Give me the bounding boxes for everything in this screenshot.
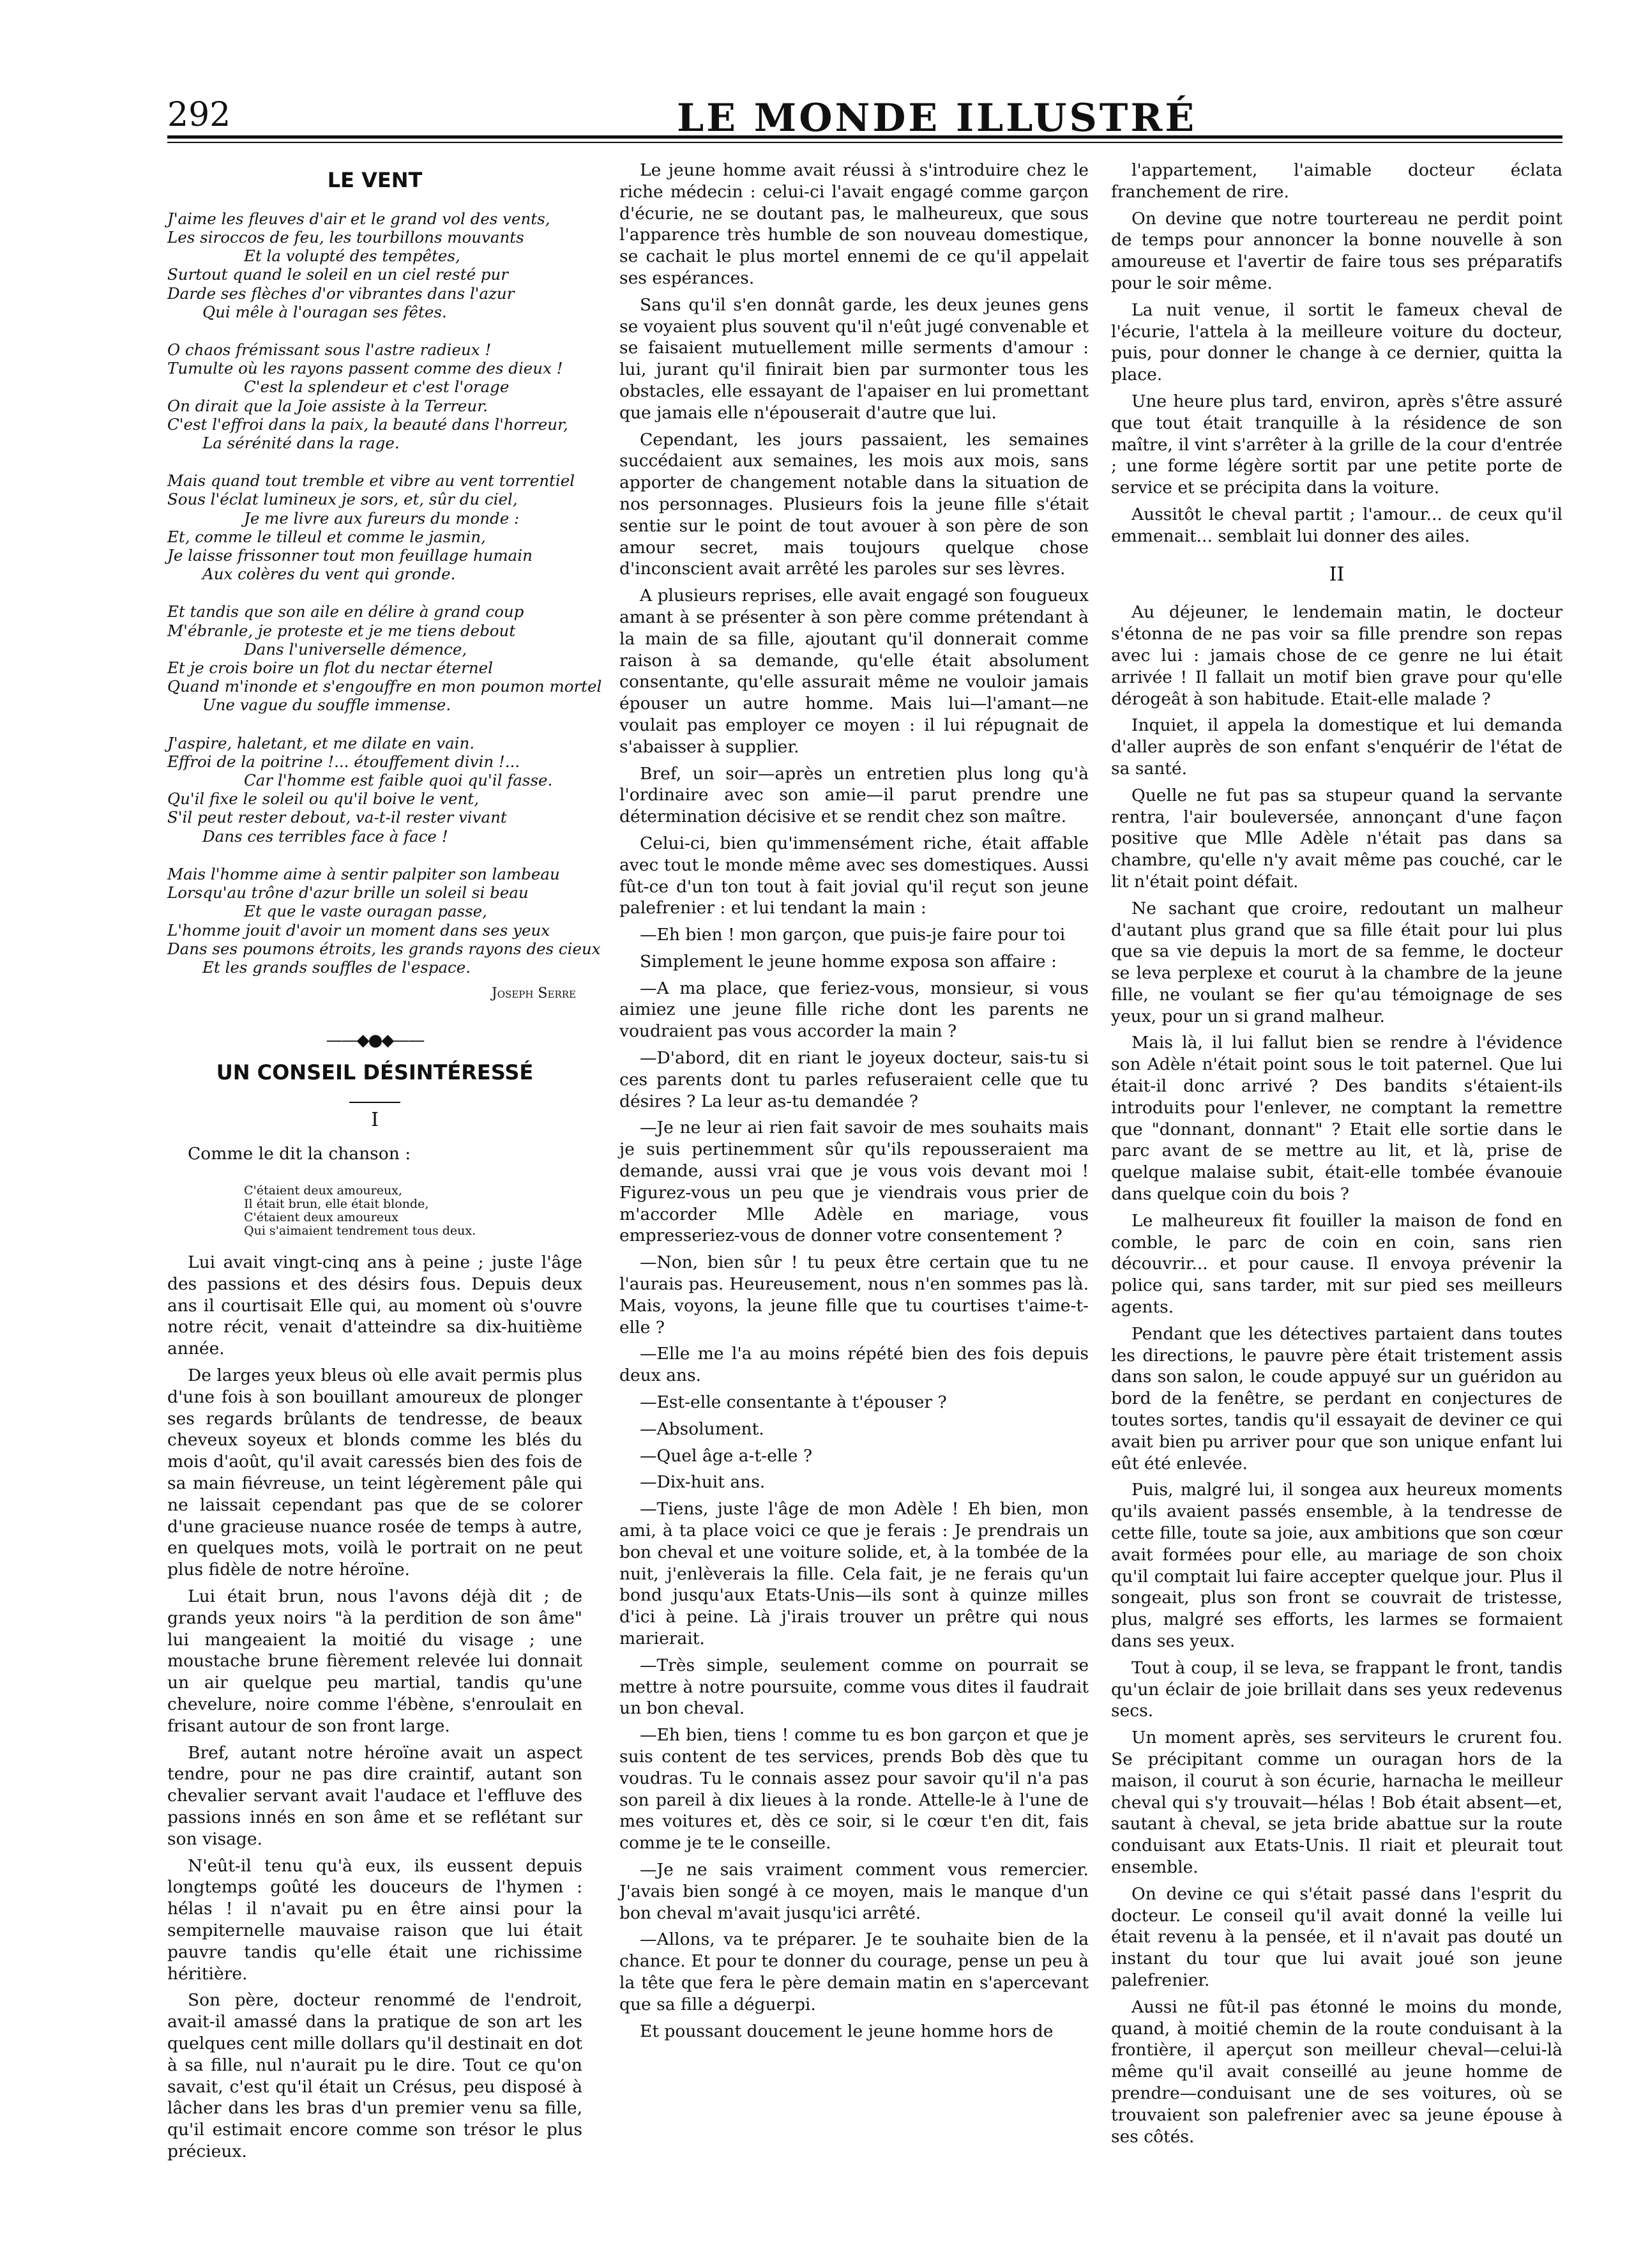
paragraph: Lui avait vingt-cinq ans à peine ; juste l'âge des passions et des désirs fous. Depuis deux ans il courtisait Elle qui, au moment où s'ouvre notre récit, venait d'atteindre sa dix-huitième année. (167, 1252, 582, 1359)
paragraph: Lui était brun, nous l'avons déjà dit ; de grands yeux noirs "à la perdition de son âme" lui mangeaient la moitié du visage ; une moustache brune fièrement relevée lui donnait un air quelque peu martial, tandis qu'une chevelure, noire comme l'ébène, s'enroulait en frisant autour de son front large. (167, 1587, 582, 1736)
paragraph: Au déjeuner, le lendemain matin, le docteur s'étonna de ne pas voir sa fille prendre son repas avec lui : jamais chose de ce genre ne lui était arrivée ! Il fallait un motif bien grave pour qu'elle dérogeât à son habitude. Etait-elle malade ? (1111, 602, 1562, 709)
poem-line: Et je crois boire un flot du nectar éternel (167, 658, 493, 678)
paragraph: Aussi ne fût-il pas étonné le moins du monde, quand, à moitié chemin de la route conduisant à la frontière, il aperçut son meilleur cheval—celui-là même qu'il avait conseillé au jeune homme de prendre—conduisant une de ses voitures, où se trouvaient son palefrenier avec sa jeune épouse à ses côtés. (1111, 1997, 1562, 2147)
poem-line: Qu'il fixe le soleil ou qu'il boive le vent, (167, 789, 479, 809)
poem-line: Je me livre aux fureurs du monde : (244, 508, 520, 528)
column-1 (167, 160, 602, 2168)
paragraph: On devine ce qui s'était passé dans l'esprit du docteur. Le conseil qu'il avait donné la veille lui était revenu à la pensée, et il n'avait pas douté un instant du tour que lui avait joué son jeune palefrenier. (1111, 1884, 1562, 1990)
poem-line: L'homme jouit d'avoir un moment dans ses yeux (167, 920, 550, 940)
poem-line: C'est l'effroi dans la paix, la beauté dans l'horreur, (167, 415, 568, 434)
poem-line: Aux colères du vent qui gronde. (202, 565, 456, 584)
poem-line: Et tandis que son aile en délire à grand coup (167, 602, 524, 621)
song-quote (167, 1184, 582, 1238)
poem-stanza (167, 471, 582, 583)
part-number-2: II (1329, 563, 1345, 586)
poem-line: M'ébranle, je proteste et je me tiens debout (167, 621, 516, 640)
poem-stanza (167, 602, 602, 715)
poem-line: On dirait que la Joie assiste à la Terreur. (167, 396, 488, 415)
song-line: Il était brun, elle était blonde, (244, 1197, 429, 1212)
story-title: UN CONSEIL DÉSINTÉRESSÉ (216, 1060, 534, 1085)
song-line: C'étaient deux amoureux, (244, 1183, 402, 1198)
paragraph: Aussitôt le cheval partit ; l'amour... de ceux qu'il emmenait... semblait lui donner des ailes. (1111, 504, 1562, 546)
poem-line: J'aspire, haletant, et me dilate en vain. (167, 733, 475, 752)
paragraph: —Est-elle consentante à t'épouser ? (640, 1392, 947, 1413)
header-rule-thin (167, 142, 1562, 143)
poem-line: Et la volupté des tempêtes, (244, 247, 460, 266)
poem-line: Les siroccos de feu, les tourbillons mouvants (167, 228, 524, 247)
poem-line: S'il peut rester debout, va-t-il rester vivant (167, 808, 507, 827)
song-line: C'étaient deux amoureux (244, 1210, 398, 1225)
paragraph: Quelle ne fut pas sa stupeur quand la servante rentra, l'air bouleversée, annonçant d'une façon positive que Mlle Adèle n'était pas dans sa chambre, qu'elle n'y avait même pas couché, car le lit n'était point défait. (1111, 785, 1562, 892)
ornament-divider: ——◆●◆—— (326, 1030, 424, 1050)
poem-title: LE VENT (327, 168, 423, 192)
paragraph: —Eh bien ! mon garçon, que puis-je faire pour toi (640, 925, 1066, 945)
paragraph: Sans qu'il s'en donnât garde, les deux jeunes gens se voyaient plus souvent qu'il n'eût jugé convenable et se faisaient mutuellement mille serments d'amour : lui, jurant qu'il finirait bien par surmonter tous les obstacles, elle essayant de l'apaiser en lui promettant que jamais elle n'épouserait d'autre que lui. (619, 294, 1089, 423)
song-line: Qui s'aimaient tendrement tous deux. (244, 1224, 476, 1238)
paragraph: Bref, un soir—après un entretien plus long qu'à l'ordinaire avec son amie—il parut prendre une détermination décisive et se rendit chez son maître. (619, 763, 1089, 827)
paragraph: Bref, autant notre héroïne avait un aspect tendre, pour ne pas dire craintif, autant son chevalier servant avait l'audace et l'effluve des passions innés en son âme et se reflétant sur son visage. (167, 1742, 582, 1849)
paragraph: —Eh bien, tiens ! comme tu es bon garçon et que je suis content de tes services, prends Bob dès que tu voudras. Tu le connais assez pour savoir qu'il n'a pas son pareil à dix lieues à la ronde. Attelle-le à l'une de mes voitures et, dès ce soir, si le cœur t'en dit, fais comme je te le conseille. (619, 1725, 1089, 1853)
paragraph: De larges yeux bleus où elle avait permis plus d'une fois à son bouillant amoureux de plonger ses regards brûlants de tendresse, de beaux cheveux soyeux et blonds comme les blés du mois d'août, qu'il avait caressés bien des fois de sa main fiévreuse, un teint légèrement pâle qui ne laissait cependant pas que de se colorer d'une gracieuse nuance rosée de temps à autre, en quelques mots, voilà le portrait on ne peut plus fidèle de notre héroïne. (167, 1366, 582, 1580)
paragraph: —Tiens, juste l'âge de mon Adèle ! Eh bien, mon ami, à ta place voici ce que je ferais : Je prendrais un bon cheval et une voiture solide, et, à la tombée de la nuit, j'enlèverais la fille. Cela fait, je ne ferais qu'un bond jusqu'aux Etats-Unis—ils sont à quinze milles d'ici à peine. Là j'irais trouver un prêtre qui nous marierait. (619, 1499, 1089, 1648)
column-3-body-a (1111, 160, 1562, 547)
poem-line: Et les grands souffles de l'espace. (202, 957, 471, 977)
paragraph: —A ma place, que feriez-vous, monsieur, si vous aimiez une jeune fille riche dont les parents ne voudraient pas vous accorder la main ? (619, 978, 1089, 1042)
paragraph: Cependant, les jours passaient, les semaines succédaient aux semaines, les mois aux mois, sans apporter de changement notable dans la situation de nos personnages. Plusieurs fois la jeune fille s'était sentie sur le point de tout avouer à son père de son amour secret, mais toujours quelque chose d'inconscient avait arrêté les paroles sur ses lèvres. (619, 429, 1089, 579)
poem-line: Surtout quand le soleil en un ciel resté pur (167, 265, 509, 284)
poem-line: C'est la splendeur et c'est l'orage (244, 377, 510, 397)
paragraph: —Très simple, seulement comme on pourrait se mettre à notre poursuite, comme vous dites il faudrait un bon cheval. (619, 1655, 1089, 1719)
poem-line: Dans l'universelle démence, (244, 639, 467, 658)
paragraph: Mais là, il lui fallut bien se rendre à l'évidence son Adèle n'était point sous le toit paternel. Que lui était-il donc arrivé ? Des bandits s'étaient-ils introduits pour l'enlever, ne comptant la remettre que "donnant, donnant" ? Etait elle sortie dans le parc avant de se mettre au lit, et là, prise de quelque malaise subit, était-elle tombée évanouie dans quelque coin du bois ? (1111, 1033, 1562, 1205)
poem-line: Tumulte où les rayons passent comme des dieux ! (167, 359, 563, 378)
paragraph: —Quel âge a-t-elle ? (640, 1445, 813, 1466)
paragraph: La nuit venue, il sortit le fameux cheval de l'écurie, l'attela à la meilleure voiture du docteur, puis, pour donner le change à ce dernier, quitta la place. (1111, 300, 1562, 385)
poem-line: Effroi de la poitrine !... étouffement divin !... (167, 752, 520, 771)
masthead: LE MONDE ILLUSTRÉ (677, 96, 1197, 141)
poem-line: Darde ses flèches d'or vibrantes dans l'azur (167, 284, 515, 303)
poem-line: Je laisse frissonner tout mon feuillage humain (167, 546, 533, 565)
story-intro: Comme le dit la chanson : (188, 1144, 411, 1164)
paragraph: Et poussant doucement le jeune homme hors de (640, 2021, 1054, 2041)
poem (167, 209, 602, 977)
column-2 (619, 160, 1089, 2047)
paragraph: Celui-ci, bien qu'immensément riche, était affable avec tout le monde même avec ses domestiques. Aussi fût-ce d'un ton tout à fait jovial qu'il reçut son jeune palefrenier : et lui tendant la main : (619, 833, 1089, 918)
paragraph: On devine que notre tourtereau ne perdit point de temps pour annoncer la bonne nouvelle à son amoureuse et l'avertir de faire tous ses préparatifs pour le soir même. (1111, 208, 1562, 293)
paragraph: Inquiet, il appela la domestique et lui demanda d'aller auprès de son enfant s'enquérir de l'état de sa santé. (1111, 715, 1562, 779)
poem-stanza (167, 864, 601, 977)
paragraph: A plusieurs reprises, elle avait engagé son fougueux amant à se présenter à son père comme prétendant à la main de sa fille, ajoutant qu'il donnerait comme raison à sa demande, qu'elle était absolument consentante, qu'elle assurait même ne vouloir jamais épouser un autre homme. Mais lui—l'amant—ne voulait pas employer ce moyen : il lui répugnait de s'abaisser à supplier. (619, 586, 1089, 757)
part-number-1: I (371, 1108, 379, 1131)
poem-line: Mais l'homme aime à sentir palpiter son lambeau (167, 864, 560, 883)
paragraph: Un moment après, ses serviteurs le crurent fou. Se précipitant comme un ouragan hors de la maison, il courut à son écurie, harnacha le meilleur cheval qui s'y trouvait—hélas ! Bob était absent—et, sautant à cheval, se jeta bride abattue sur la route conduisant aux Etats-Unis. Il riait et pleurait tout ensemble. (1111, 1728, 1562, 1877)
paragraph: —Allons, va te préparer. Je te souhaite bien de la chance. Et pour te donner du courage, pense un peu à la tête que fera le père demain matin en s'apercevant que sa fille a déguerpi. (619, 1929, 1089, 2014)
paragraph: —Dix-huit ans. (640, 1472, 766, 1493)
poem-line: Mais quand tout tremble et vibre au vent torrentiel (167, 471, 575, 491)
poem-stanza (167, 209, 582, 321)
page-number: 292 (167, 96, 231, 134)
paragraph: Une heure plus tard, environ, après s'être assuré que tout était tranquille à la résidence de son maître, il vint s'arrêter à la grille de la cour d'entrée ; une forme légère sortit par une petite porte de service et se précipita dans la voiture. (1111, 391, 1562, 498)
paragraph: —D'abord, dit en riant le joyeux docteur, sais-tu si ces parents dont tu parles refuseraient celle que tu désires ? La leur as-tu demandée ? (619, 1048, 1089, 1111)
poem-author: Joseph Serre (491, 986, 576, 1002)
column-3 (1111, 160, 1562, 2152)
poem-line: Dans ses poumons étroits, les grands rayons des cieux (167, 939, 601, 958)
paragraph: l'appartement, l'aimable docteur éclata franchement de rire. (1111, 160, 1562, 202)
paragraph: —Je ne leur ai rien fait savoir de mes souhaits mais je suis pertinemment sûr qu'ils repousseraient ma demande, aussi vrai que je vous vois devant moi ! Figurez-vous un peu que je viendrais vous prier de m'accorder Mlle Adèle en mariage, vous empresseriez-vous de donner votre consentement ? (619, 1118, 1089, 1246)
paragraph: —Elle me l'a au moins répété bien des fois depuis deux ans. (619, 1344, 1089, 1386)
paragraph: Ne sachant que croire, redoutant un malheur d'autant plus grand que sa fille était pour lui plus que sa vie depuis la mort de sa femme, le docteur se leva perplexe et courut à la chambre de la jeune fille, ne voulant se fier qu'au témoignage de ses yeux, pour un si grand malheur. (1111, 898, 1562, 1026)
column-3-body-b (1111, 602, 1562, 2147)
poem-line: Dans ces terribles face à face ! (202, 826, 448, 846)
paragraph: N'eût-il tenu qu'à eux, ils eussent depuis longtemps goûté les douceurs de l'hymen : hélas ! il n'avait pu en être ainsi pour la sempiternelle mauvaise raison que lui était pauvre tandis qu'elle était une richissime héritière. (167, 1855, 582, 1984)
column-2-body (619, 160, 1089, 2042)
column-1-body (167, 1252, 582, 2163)
poem-line: Quand m'inonde et s'engouffre en mon poumon mortel (167, 677, 602, 696)
poem-line: Lorsqu'au trône d'azur brille un soleil si beau (167, 883, 529, 902)
page-header (0, 96, 1634, 141)
paragraph: Son père, docteur renommé de l'endroit, avait-il amassé dans la pratique de son art les quelques cent mille dollars qu'il destinait en dot à sa fille, nul n'aurait pu le dire. Tout ce qu'on savait, c'est qu'il était un Crésus, peu disposé à lâcher dans les bras d'un premier venu sa fille, qu'il estimait encore comme son trésor le plus précieux. (167, 1990, 582, 2161)
paragraph: Simplement le jeune homme exposa son affaire : (640, 951, 1057, 971)
poem-line: Et, comme le tilleul et comme le jasmin, (167, 527, 486, 546)
paragraph: —Non, bien sûr ! tu peux être certain que tu ne l'aurais pas. Heureusement, nous n'en sommes pas là. Mais, voyons, la jeune fille que tu courtises t'aime-t-elle ? (619, 1252, 1089, 1337)
poem-line: Une vague du souffle immense. (202, 696, 451, 715)
poem-stanza (167, 734, 582, 846)
short-rule (349, 1102, 400, 1103)
poem-line: Car l'homme est faible quoi qu'il fasse. (244, 771, 553, 790)
poem-line: Sous l'éclat lumineux je sors, et, sûr du ciel, (167, 490, 518, 509)
paragraph: Tout à coup, il se leva, se frappant le front, tandis qu'un éclair de joie brillait dans ses yeux redevenus secs. (1111, 1657, 1562, 1721)
poem-line: O chaos frémissant sous l'astre radieux ! (167, 340, 492, 360)
paragraph: —Absolument. (640, 1419, 764, 1439)
poem-line: La sérénité dans la rage. (202, 434, 400, 453)
header-rule-thick (167, 135, 1562, 139)
paragraph: Le jeune homme avait réussi à s'introduire chez le riche médecin : celui-ci l'avait engagé comme garçon d'écurie, ne se doutant pas, le malheureux, que sous l'apparence très humble de son nouveau domestique, se cachait le plus mortel ennemi de ce qu'il appelait ses espérances. (619, 160, 1089, 288)
poem-line: Qui mêle à l'ouragan ses fêtes. (202, 302, 447, 321)
paragraph: Le malheureux fit fouiller la maison de fond en comble, le parc de coin en coin, sans rien découvrir... et pour cause. Il envoya prévenir la police qui, sans tarder, mit sur pied ses meilleurs agents. (1111, 1210, 1562, 1318)
poem-line: J'aime les fleuves d'air et le grand vol des vents, (167, 209, 550, 228)
poem-line: Et que le vaste ouragan passe, (244, 902, 487, 921)
paragraph: Pendant que les détectives partaient dans toutes les directions, le pauvre père était tristement assis dans son salon, le coude appuyé sur un guéridon au bord de la fenêtre, se perdant en conjectures de toutes sortes, tandis qu'il essayait de deviner ce qui avait bien pu arriver pour que son unique enfant lui eût été enlevée. (1111, 1323, 1562, 1473)
poem-stanza (167, 340, 582, 452)
paragraph: —Je ne sais vraiment comment vous remercier. J'avais bien songé à ce moyen, mais le manque d'un bon cheval m'avait jusqu'ici arrêté. (619, 1859, 1089, 1923)
paragraph: Puis, malgré lui, il songea aux heureux moments qu'ils avaient passés ensemble, à la tendresse de cette fille, toute sa joie, aux ambitions que son cœur avait formées pour elle, au mariage de son choix qu'il comptait lui faire accepter quelque jour. Plus il songeait, plus son front se couvrait de tristesse, plus, malgré ses efforts, les larmes se formaient dans ses yeux. (1111, 1480, 1562, 1651)
